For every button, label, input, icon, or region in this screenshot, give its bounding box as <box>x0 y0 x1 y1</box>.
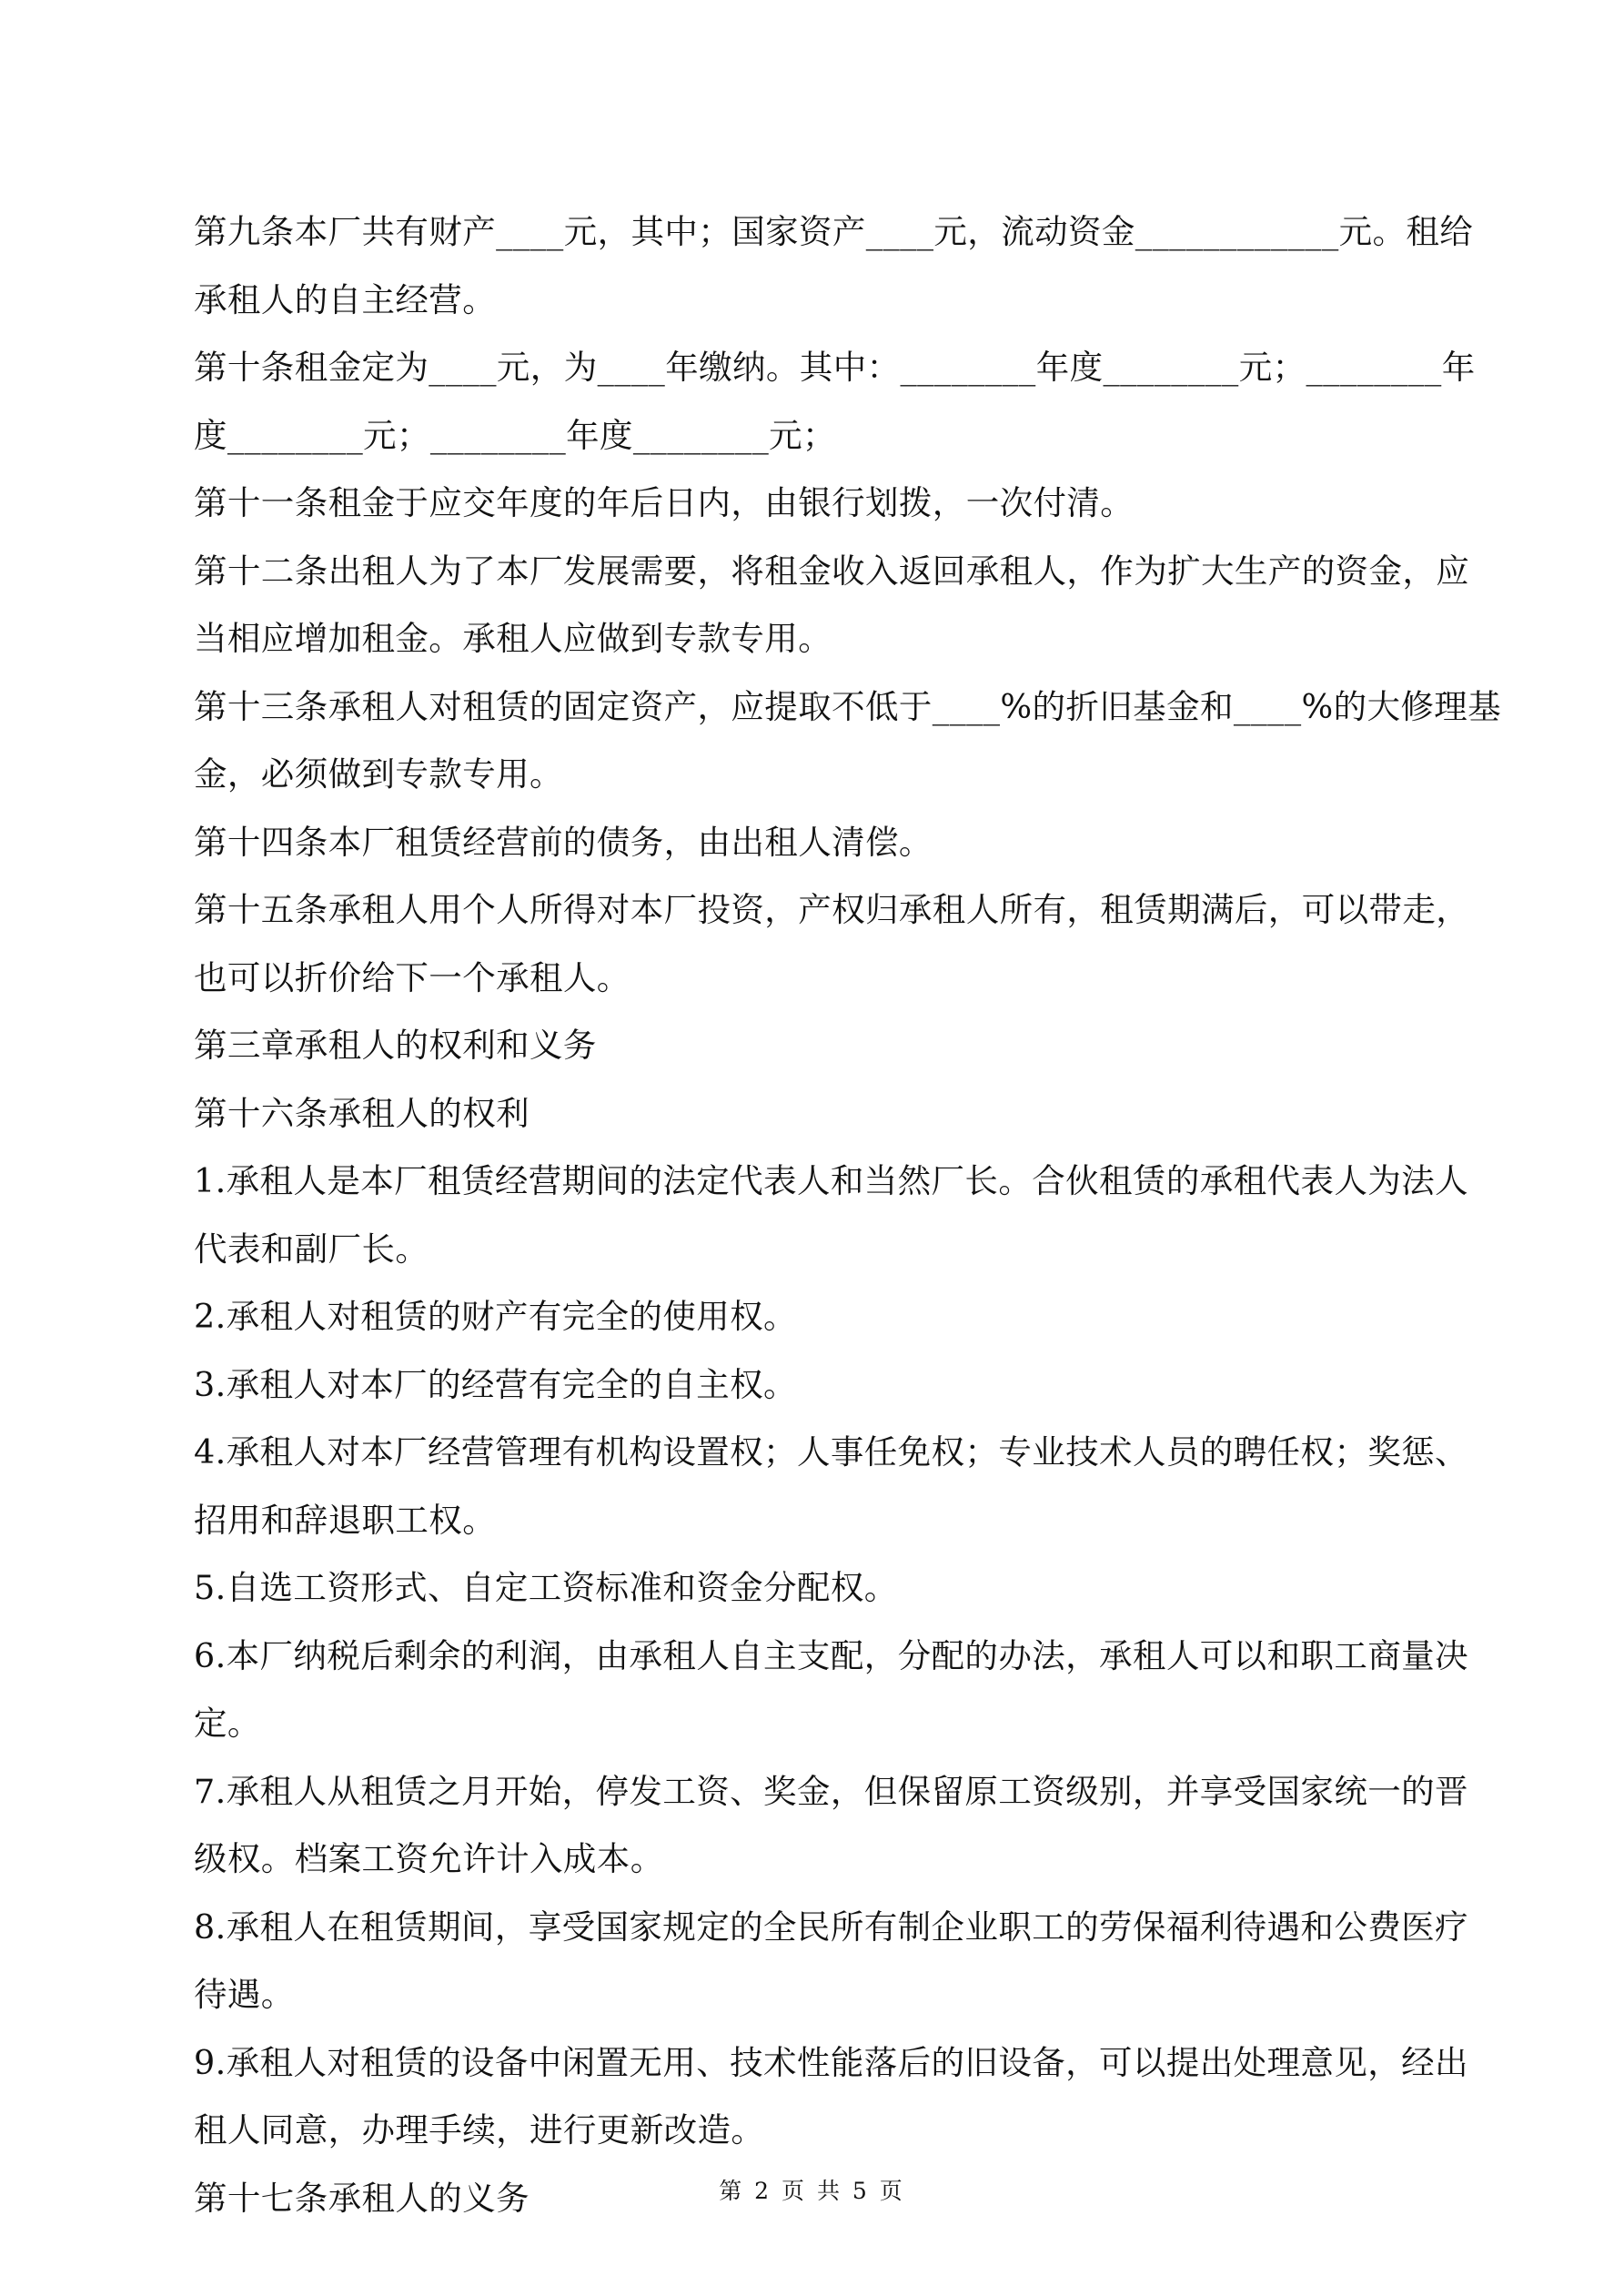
text-line: 2.承租人对租赁的财产有完全的使用权。 <box>194 1297 797 1336</box>
text-line: 第十条租金定为____元，为____年缴纳。其中：________年度________元；________年 <box>194 348 1476 387</box>
text-line: 金，必须做到专款专用。 <box>194 754 563 794</box>
document-body <box>194 198 1502 2232</box>
text-line: 第十一条租金于应交年度的年后日内，由银行划拨，一次付清。 <box>194 483 1135 522</box>
text-line: 9.承租人对租赁的设备中闲置无用、技术性能落后的旧设备，可以提出处理意见，经出 <box>194 2042 1468 2082</box>
text-line: 3.承租人对本厂的经营有完全的自主权。 <box>194 1364 797 1404</box>
text-line: 租人同意，办理手续，进行更新改造。 <box>194 2110 765 2149</box>
text-line: 5.自选工资形式、自定工资标准和资金分配权。 <box>194 1568 898 1607</box>
text-line: 第九条本厂共有财产____元，其中；国家资产____元，流动资金____________元。租给 <box>194 212 1474 251</box>
text-line: 代表和副厂长。 <box>194 1229 429 1269</box>
text-line: 也可以折价给下一个承租人。 <box>194 957 630 997</box>
text-line: 度________元；________年度________元； <box>194 415 836 455</box>
text-line: 待遇。 <box>194 1975 295 2014</box>
page-number-footer: 第 2 页 共 5 页 <box>719 2178 905 2204</box>
text-line: 定。 <box>194 1704 261 1743</box>
text-line: 第十四条本厂租赁经营前的债务，由出租人清偿。 <box>194 822 933 862</box>
text-line: 当相应增加租金。承租人应做到专款专用。 <box>194 619 832 658</box>
text-line: 6.本厂纳税后剩余的利润，由承租人自主支配，分配的办法，承租人可以和职工商量决 <box>194 1635 1468 1675</box>
text-line: 承租人的自主经营。 <box>194 279 497 319</box>
text-line: 招用和辞退职工权。 <box>194 1500 497 1540</box>
text-line: 8.承租人在租赁期间，享受国家规定的全民所有制企业职工的劳保福利待遇和公费医疗 <box>194 1907 1468 1947</box>
text-line: 第十二条出租人为了本厂发展需要，将租金收入返回承租人，作为扩大生产的资金，应 <box>194 551 1470 591</box>
chapter-heading: 第三章承租人的权利和义务 <box>194 1026 597 1065</box>
text-line: 级权。档案工资允许计入成本。 <box>194 1839 664 1878</box>
text-line: 1.承租人是本厂租赁经营期间的法定代表人和当然厂长。合伙租赁的承租代表人为法人 <box>194 1161 1468 1200</box>
text-line: 第十三条承租人对租赁的固定资产，应提取不低于____%的折旧基金和____%的大修理基 <box>194 686 1502 726</box>
text-line: 4.承租人对本厂经营管理有机构设置权；人事任免权；专业技术人员的聘任权；奖惩、 <box>194 1432 1468 1472</box>
text-line: 7.承租人从租赁之月开始，停发工资、奖金，但保留原工资级别，并享受国家统一的晋 <box>194 1771 1468 1811</box>
article-heading: 第十六条承租人的权利 <box>194 1093 530 1133</box>
article-heading: 第十七条承租人的义务 <box>194 2178 530 2218</box>
text-line: 第十五条承租人用个人所得对本厂投资，产权归承租人所有，租赁期满后，可以带走， <box>194 890 1470 929</box>
